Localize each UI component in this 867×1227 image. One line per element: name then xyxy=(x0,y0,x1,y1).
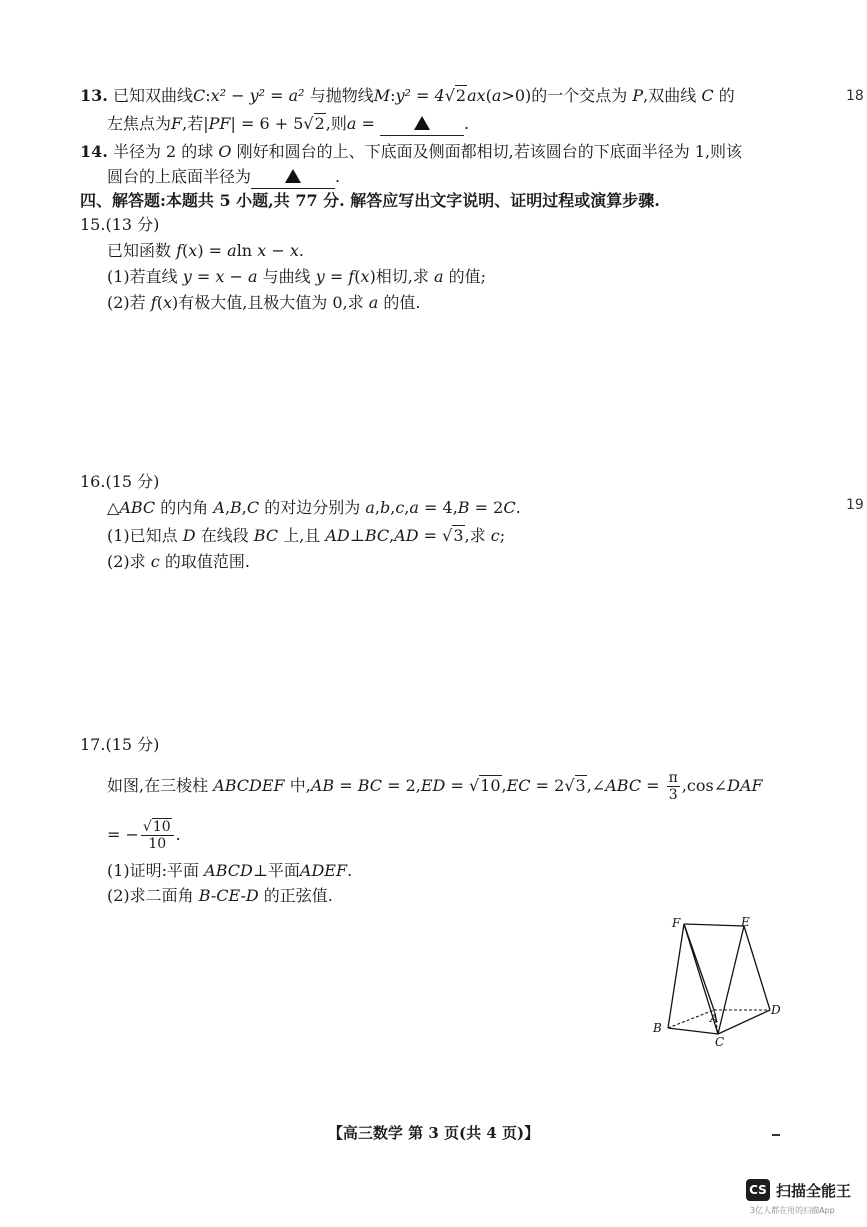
q16-text: = 2 xyxy=(469,498,504,517)
q17-text: 中, xyxy=(289,776,311,795)
edge-FB xyxy=(668,924,684,1028)
q13-math: ax xyxy=(467,86,486,105)
q17-text: ,cos∠ xyxy=(681,776,728,795)
q15-text: ) = xyxy=(197,241,228,260)
q13-math: P xyxy=(632,86,644,105)
q15-text: ln xyxy=(236,241,258,260)
q15-math: x xyxy=(360,267,370,286)
vertex-label-D: D xyxy=(771,1003,781,1017)
q16-text: △ xyxy=(107,498,120,517)
q13-text: ,则 xyxy=(325,114,347,133)
q13-text: : xyxy=(205,86,211,105)
q16-math: c xyxy=(490,526,500,545)
q16-sqrt-arg: 3 xyxy=(453,526,464,545)
q17-math: ABC xyxy=(605,776,642,795)
q16-math: c xyxy=(150,552,160,571)
q17-text: (1)证明:平面 xyxy=(107,861,200,880)
fraction-pi-over-3 xyxy=(667,770,680,803)
q16-text: , xyxy=(224,498,231,517)
q13-math: F xyxy=(171,114,183,133)
q15-math: x xyxy=(162,293,172,312)
q14-text: 刚好和圆台的上、下底面及侧面都相切,若该圆台的下底面半径为 1,则该 xyxy=(236,142,743,161)
q17-text: = 2, xyxy=(382,776,421,795)
prism-figure xyxy=(648,910,788,1050)
answer-blank-14 xyxy=(251,166,335,189)
q17-math: AB xyxy=(310,776,335,795)
q15-text: 已知函数 xyxy=(107,241,172,260)
q14-text: . xyxy=(335,167,341,186)
q17-text: . xyxy=(347,861,353,880)
q16-text: = 4, xyxy=(418,498,458,517)
q13-text: 的 xyxy=(718,86,735,105)
triangle-icon xyxy=(285,169,301,183)
q17-text: 如图,在三棱柱 xyxy=(107,776,209,795)
q15-text: 的值. xyxy=(383,293,421,312)
q16-heading: 16.(15 分) xyxy=(80,472,160,491)
q15-text: − xyxy=(266,241,290,260)
edge-CD xyxy=(718,1010,770,1034)
q17-stem-line-1 xyxy=(107,770,763,803)
q16-text: , xyxy=(389,526,395,545)
q14-line-1 xyxy=(80,141,742,163)
q17-part-2 xyxy=(107,885,333,907)
q13-sqrt-arg: 2 xyxy=(455,86,467,105)
q13-math: C xyxy=(192,86,206,105)
q16-math: BC xyxy=(364,526,390,545)
fraction-denominator: 10 xyxy=(148,836,167,852)
q13-text: 已知双曲线 xyxy=(112,86,193,105)
q16-math: B xyxy=(457,498,470,517)
q16-math: BC xyxy=(253,526,279,545)
q15-text: (2)若 xyxy=(107,293,146,312)
q15-text: 与曲线 xyxy=(262,267,311,286)
q16-text: , xyxy=(374,498,380,517)
q17-text: . xyxy=(175,825,181,844)
q16-math: AD xyxy=(394,526,419,545)
edge-BC xyxy=(668,1028,718,1034)
q13-math: a xyxy=(346,114,357,133)
q15-math: y = x − a xyxy=(182,267,258,286)
fraction-numerator xyxy=(141,819,174,836)
page-footer: 【高三数学 第 3 页(共 4 页)】 xyxy=(327,1124,540,1142)
vertex-label-E: E xyxy=(741,915,750,929)
q16-math: D xyxy=(182,526,196,545)
fraction-sqrt10-over-10 xyxy=(141,819,174,852)
q17-part-1 xyxy=(107,860,352,882)
q17-math: B-CE-D xyxy=(198,886,259,905)
q13-text: : xyxy=(390,86,396,105)
sqrt-symbol: √ xyxy=(303,114,314,133)
q13-text: ,双曲线 xyxy=(643,86,697,105)
footer-dash xyxy=(772,1134,780,1136)
triangle-icon xyxy=(414,116,430,130)
q17-text: , xyxy=(501,776,507,795)
q17-heading: 17.(15 分) xyxy=(80,735,160,754)
q15-math: y = f xyxy=(315,267,355,286)
q15-text: )相切,求 xyxy=(369,267,429,286)
q16-text: 在线段 xyxy=(200,526,249,545)
sqrt-symbol: √ xyxy=(444,86,455,105)
q13-text: | = 6 + 5 xyxy=(230,114,304,133)
q17-math: ED xyxy=(420,776,446,795)
sqrt-symbol: √ xyxy=(468,776,480,795)
edge-mark-mid: 19 xyxy=(846,497,864,513)
vertex-label-B: B xyxy=(653,1021,662,1035)
q16-text: = xyxy=(418,526,443,545)
q13-text: >0)的一个交点为 xyxy=(501,86,628,105)
q17-sqrt-arg: 10 xyxy=(152,819,171,835)
q16-math: B xyxy=(230,498,242,517)
q13-math: x² − y² = a² xyxy=(210,86,305,105)
q15-text: (1)若直线 xyxy=(107,267,178,286)
q13-sqrt-arg: 2 xyxy=(314,114,325,133)
q15-math: x xyxy=(289,241,299,260)
q16-math: b xyxy=(379,498,391,517)
q16-math: C xyxy=(246,498,260,517)
q17-text: = − xyxy=(107,825,139,844)
q15-math: a xyxy=(368,293,379,312)
q13-math: a xyxy=(491,86,502,105)
q17-sqrt-arg: 3 xyxy=(575,776,586,795)
q16-text: ⊥ xyxy=(349,526,365,545)
q16-text: . xyxy=(515,498,521,517)
q16-part-2 xyxy=(107,551,250,573)
q17-text: ,∠ xyxy=(586,776,606,795)
q13-math: M xyxy=(373,86,391,105)
q16-text: (1)已知点 xyxy=(107,526,178,545)
q13-number: 13. xyxy=(80,86,108,105)
edge-FA xyxy=(684,924,714,1010)
q15-math: x xyxy=(188,241,198,260)
q16-text: , xyxy=(241,498,247,517)
q17-text: = xyxy=(334,776,358,795)
sqrt-symbol: √ xyxy=(142,819,152,835)
q13-text: ( xyxy=(485,86,492,105)
q16-text: (2)求 xyxy=(107,552,146,571)
q17-text: = xyxy=(445,776,469,795)
q15-math: f xyxy=(176,241,183,260)
edge-mark-top: 18 xyxy=(846,88,864,104)
q16-text: , xyxy=(390,498,396,517)
hidden-edge-BA xyxy=(668,1010,714,1028)
camscanner-logo-icon: CS xyxy=(746,1179,770,1201)
q17-math: EC xyxy=(506,776,531,795)
q17-text: = xyxy=(641,776,665,795)
q17-text: ⊥平面 xyxy=(252,861,300,880)
q16-math: ABC xyxy=(119,498,156,517)
vertex-label-A: A xyxy=(710,1011,719,1025)
edge-ED xyxy=(744,926,770,1010)
q17-math: DAF xyxy=(727,776,763,795)
sqrt-symbol: √ xyxy=(564,776,575,795)
q16-math: a xyxy=(365,498,375,517)
q16-math: C xyxy=(503,498,516,517)
q13-math: PF xyxy=(208,114,231,133)
q15-text: . xyxy=(298,241,304,260)
q17-stem-line-2 xyxy=(107,815,181,855)
camscanner-subtitle: 3亿人都在用的扫描App xyxy=(750,1206,835,1215)
section-4-heading: 四、解答题:本题共 5 小题,共 77 分. 解答应写出文字说明、证明过程或演算步骤. xyxy=(80,191,660,210)
q16-stem xyxy=(107,497,521,519)
q13-math: y² = 4 xyxy=(395,86,445,105)
edge-FE xyxy=(684,924,744,926)
q16-math: A xyxy=(213,498,225,517)
q16-part-1 xyxy=(107,525,505,547)
q15-text: )有极大值,且极大值为 0,求 xyxy=(171,293,364,312)
q17-math: BC xyxy=(357,776,383,795)
q15-math: a xyxy=(227,241,237,260)
q13-math: C xyxy=(701,86,714,105)
q16-math: AD xyxy=(325,526,350,545)
q15-text: ( xyxy=(354,267,361,286)
q13-text: ,若| xyxy=(182,114,209,133)
q16-math: c xyxy=(395,498,405,517)
q16-math: a xyxy=(409,498,419,517)
q16-text: ; xyxy=(499,526,506,545)
q15-text: 的值; xyxy=(448,267,487,286)
q15-part-2 xyxy=(107,292,420,314)
q17-math: ADEF xyxy=(299,861,348,880)
q16-text: 上,且 xyxy=(283,526,321,545)
q15-math: x xyxy=(257,241,267,260)
vertex-label-C: C xyxy=(715,1035,725,1049)
answer-blank-13 xyxy=(380,113,464,136)
q13-text: . xyxy=(464,114,470,133)
q15-text: ( xyxy=(156,293,163,312)
fraction-denominator: 3 xyxy=(668,787,678,803)
q15-math: f xyxy=(150,293,157,312)
q16-text: 的取值范围. xyxy=(164,552,250,571)
q14-line-2 xyxy=(107,166,340,189)
q16-text: 的内角 xyxy=(160,498,209,517)
q13-line-1 xyxy=(80,85,735,107)
q13-line-2 xyxy=(107,113,469,136)
q17-math: ABCD xyxy=(204,861,253,880)
q14-text: 圆台的上底面半径为 xyxy=(107,167,252,186)
vertex-label-F: F xyxy=(672,916,681,930)
q13-text: 左焦点为 xyxy=(107,114,172,133)
q14-number: 14. xyxy=(80,142,108,161)
q17-sqrt-arg: 10 xyxy=(480,776,501,795)
q17-text: = 2 xyxy=(530,776,565,795)
q15-heading: 15.(13 分) xyxy=(80,215,160,234)
q13-text: = xyxy=(356,114,375,133)
q13-text: 与抛物线 xyxy=(309,86,374,105)
q14-text: 半径为 2 的球 xyxy=(112,142,214,161)
q17-text: 的正弦值. xyxy=(263,886,333,905)
q15-stem xyxy=(107,240,304,262)
q16-text: ,求 xyxy=(464,526,486,545)
q14-math: O xyxy=(218,142,232,161)
q16-text: , xyxy=(404,498,410,517)
edge-EC xyxy=(718,926,744,1034)
q15-math: a xyxy=(434,267,444,286)
fraction-numerator: π xyxy=(668,770,678,786)
q17-text: (2)求二面角 xyxy=(107,886,194,905)
q15-text: ( xyxy=(182,241,189,260)
sqrt-symbol: √ xyxy=(442,526,453,545)
q16-text: 的对边分别为 xyxy=(264,498,361,517)
q17-math: ABCDEF xyxy=(213,776,285,795)
camscanner-title: 扫描全能王 xyxy=(776,1182,852,1200)
q15-part-1 xyxy=(107,266,486,288)
